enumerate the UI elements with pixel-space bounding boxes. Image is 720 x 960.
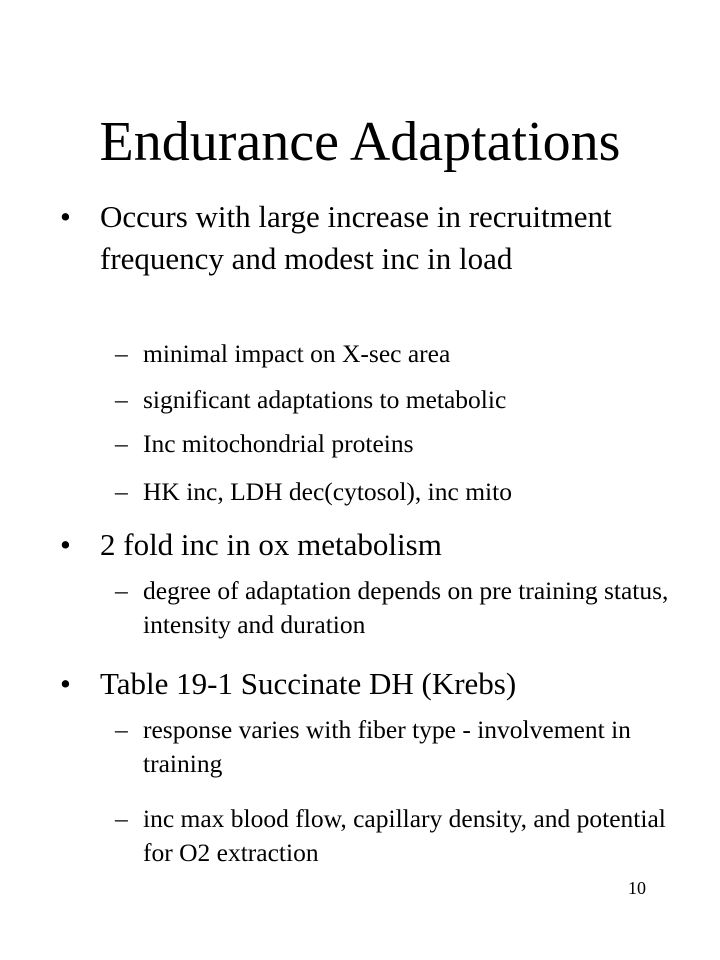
sub-point — [115, 337, 683, 371]
bullet-point — [60, 196, 640, 280]
sub-point-text: inc max blood flow, capillary density, and potential for O2 extraction — [143, 804, 666, 867]
sub-point-text: response varies with fiber type - involvement in training — [143, 715, 631, 778]
sub-point-text: minimal impact on X-sec area — [143, 339, 451, 368]
dash-marker: – — [115, 804, 128, 833]
page-number: 10 — [628, 878, 646, 898]
bullet-point — [60, 663, 640, 705]
sub-point — [115, 383, 683, 417]
sub-point-text: degree of adaptation depends on pre training status, intensity and duration — [143, 576, 669, 639]
dash-marker: – — [115, 339, 128, 368]
dash-marker: – — [115, 385, 128, 414]
sub-point-text: HK inc, LDH dec(cytosol), inc mito — [143, 477, 512, 506]
sub-point — [115, 427, 683, 461]
bullet-text: Occurs with large increase in recruitment frequency and modest inc in load — [100, 199, 612, 276]
sub-point — [115, 802, 683, 870]
bullet-text: 2 fold inc in ox metabolism — [100, 527, 442, 562]
dash-marker: – — [115, 576, 128, 605]
dash-marker: – — [115, 477, 128, 506]
dash-marker: – — [115, 429, 128, 458]
sub-point — [115, 475, 683, 509]
sub-point-text: Inc mitochondrial proteins — [143, 429, 414, 458]
bullet-marker: • — [60, 666, 71, 701]
bullet-text: Table 19-1 Succinate DH (Krebs) — [100, 666, 517, 701]
sub-point — [115, 713, 683, 781]
bullet-point — [60, 524, 640, 566]
sub-point-text: significant adaptations to metabolic — [143, 385, 507, 414]
bullet-marker: • — [60, 527, 71, 562]
slide-title: Endurance Adaptations — [99, 111, 621, 173]
bullet-marker: • — [60, 199, 71, 234]
sub-point — [115, 574, 683, 642]
dash-marker: – — [115, 715, 128, 744]
